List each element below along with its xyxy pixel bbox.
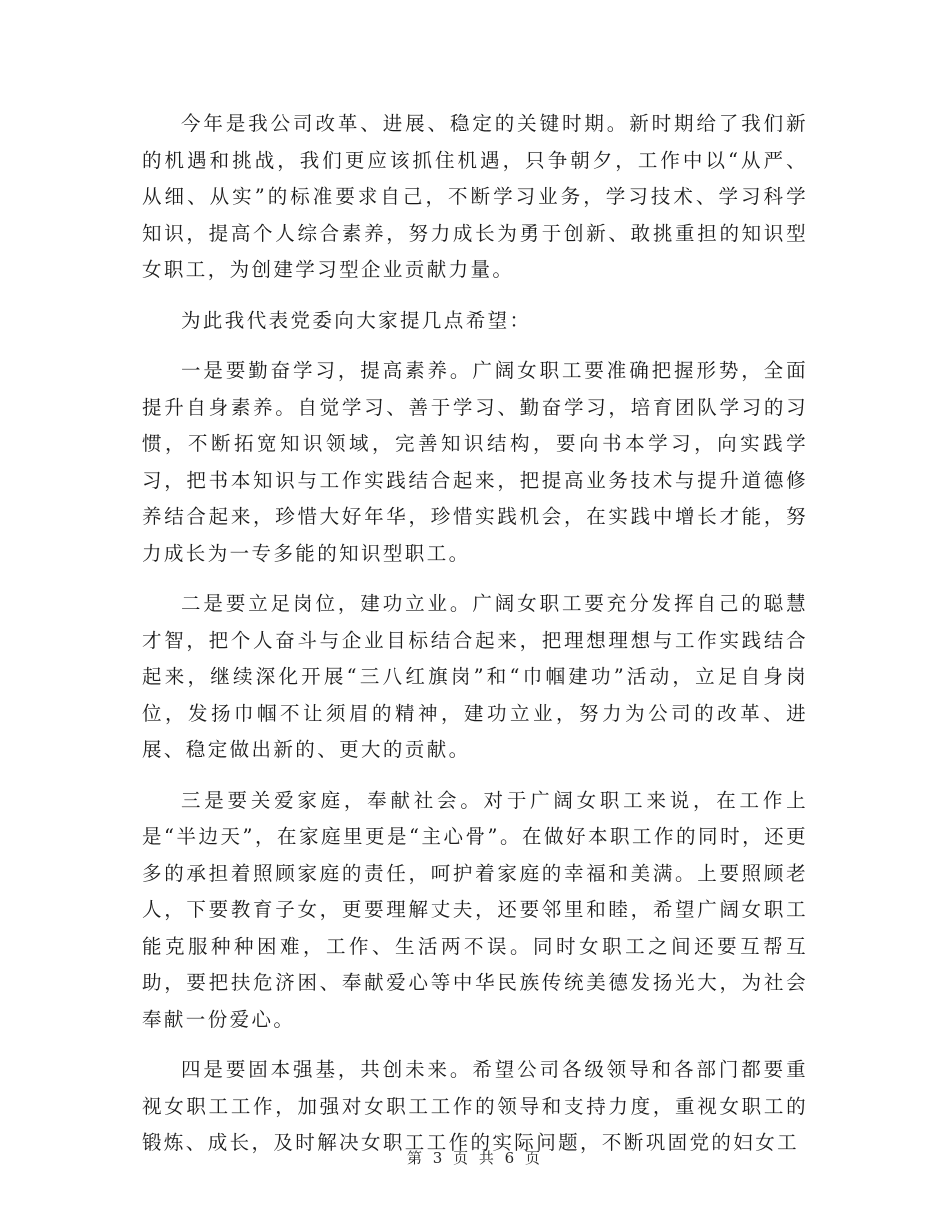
paragraph-hopes-intro: 为此我代表党委向大家提几点希望： [181,308,532,332]
document-body [142,106,808,1176]
paragraph-hope-4: 四是要固本强基，共创未来。希望公司各级领导和各部门都要重视女职工工作，加强对女职工工作的领导和支持力度，重视女职工的锻炼、成长，及时解决女职工工作的实际问题，不断巩固党的妇女工 [142,1058,808,1154]
paragraph-intro: 今年是我公司改革、进展、稳定的关键时期。新时期给了我们新的机遇和挑战，我们更应该抓住机遇，只争朝夕，工作中以“从严、从细、从实”的标准要求自己，不断学习业务，学习技术、学习科学知识，提高个人综合素养，努力成长为勇于创新、敢挑重担的知识型女职工，为创建学习型企业贡献力量。 [142,112,808,281]
paragraph-hope-1: 一是要勤奋学习，提高素养。广阔女职工要准确把握形势，全面提升自身素养。自觉学习、善于学习、勤奋学习，培育团队学习的习惯，不断拓宽知识领域，完善知识结构，要向书本学习，向实践学习，把书本知识与工作实践结合起来，把提高业务技术与提升道德修养结合起来，珍惜大好年华，珍惜实践机会，在实践中增长才能，努力成长为一专多能的知识型职工。 [142,359,808,565]
paragraph-hope-2: 二是要立足岗位，建功立业。广阔女职工要充分发挥自己的聪慧才智，把个人奋斗与企业目标结合起来，把理想理想与工作实践结合起来，继续深化开展“三八红旗岗”和“巾帼建功”活动，立足自身岗位，发扬巾帼不让须眉的精神，建功立业，努力为公司的改革、进展、稳定做出新的、更大的贡献。 [142,592,808,761]
page-number-footer: 第 3 页 共 6 页 [407,1149,543,1167]
paragraph-hope-3: 三是要关爱家庭，奉献社会。对于广阔女职工来说，在工作上是“半边天”，在家庭里更是“主心骨”。在做好本职工作的同时，还更多的承担着照顾家庭的责任，呵护着家庭的幸福和美满。上要照顾老人，下要教育子女，更要理解丈夫，还要邻里和睦，希望广阔女职工能克服种种困难，工作、生活两不误。同时女职工之间还要互帮互助，要把扶危济困、奉献爱心等中华民族传统美德发扬光大，为社会奉献一份爱心。 [142,788,808,1031]
